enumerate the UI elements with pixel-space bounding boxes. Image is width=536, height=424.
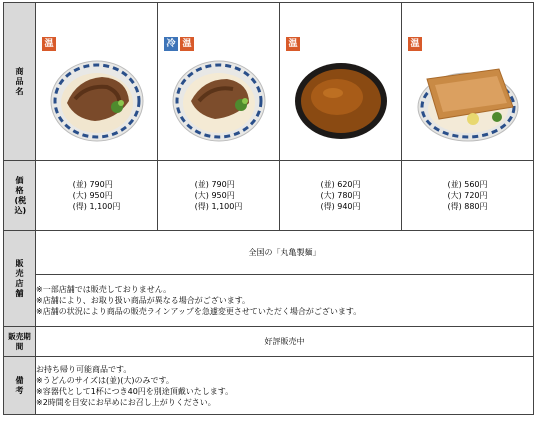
remarks-label: 備考 (15, 375, 24, 395)
remarks-row (4, 357, 534, 415)
store-note: ※店舗により、お取り扱い商品が異なる場合がございます。 (36, 296, 251, 305)
store-notes-row (4, 275, 534, 327)
store-note: ※店舗の状況により商品の販売ラインアップを急遽変更させていただく場合がございます。 (36, 307, 362, 316)
price-regular: (並) 790円 (72, 180, 113, 189)
warm-badge: 温 (180, 37, 194, 51)
store-label-cell (4, 231, 36, 327)
remark-line: ※容器代として1杯につき40円を別途頂戴いたします。 (36, 386, 234, 396)
price-extra: (得) 1,100円 (194, 202, 243, 211)
curry-udon-image (291, 49, 391, 149)
price-cell (36, 161, 158, 231)
kitsune-udon-image (413, 49, 523, 149)
price-regular: (並) 560円 (447, 180, 488, 189)
product-row (4, 3, 534, 161)
product-cell-meat-bukkake-udon (158, 3, 280, 161)
meat-bukkake-udon-image (169, 49, 269, 149)
warm-badge: 温 (42, 37, 56, 51)
period-row (4, 327, 534, 357)
store-title: 全国の「丸亀製麺」 (36, 231, 534, 275)
warm-badge: 温 (408, 37, 422, 51)
product-cell-meat-udon (36, 3, 158, 161)
remark-line: ※2時間を目安にお早めにお召し上がりください。 (36, 397, 216, 407)
menu-table (3, 2, 534, 415)
price-cell (158, 161, 280, 231)
price-large: (大) 950円 (72, 191, 113, 200)
price-extra: (得) 1,100円 (72, 202, 121, 211)
price-cell (402, 161, 534, 231)
cold-badge: 冷 (164, 37, 178, 51)
period-label-cell (4, 327, 36, 357)
price-row (4, 161, 534, 231)
price-regular: (並) 620円 (320, 180, 361, 189)
product-label-cell (4, 3, 36, 161)
period-text: 好評販売中 (36, 327, 534, 357)
meat-udon-image (47, 49, 147, 149)
price-regular: (並) 790円 (194, 180, 235, 189)
product-cell-curry-udon (280, 3, 402, 161)
warm-badge: 温 (286, 37, 300, 51)
remark-line: お持ち帰り可能商品です。 (36, 364, 132, 374)
price-extra: (得) 880円 (447, 202, 488, 211)
price-cell (280, 161, 402, 231)
price-extra: (得) 940円 (320, 202, 361, 211)
store-title-row (4, 231, 534, 275)
period-label: 販売期間 (8, 331, 31, 351)
price-large: (大) 780円 (320, 191, 361, 200)
price-label-cell (4, 161, 36, 231)
store-notes (36, 275, 534, 327)
product-label: 商品名 (15, 66, 24, 96)
remarks-notes (36, 357, 534, 415)
product-cell-kitsune-udon (402, 3, 534, 161)
price-large: (大) 950円 (194, 191, 235, 200)
price-large: (大) 720円 (447, 191, 488, 200)
price-label: 価格(税込) (14, 175, 27, 215)
store-note: ※一部店舗では販売しておりません。 (36, 285, 172, 294)
remarks-label-cell (4, 357, 36, 415)
store-label: 販売店舗 (15, 258, 24, 298)
remark-line: ※うどんのサイズは(並)(大)のみです。 (36, 375, 174, 385)
